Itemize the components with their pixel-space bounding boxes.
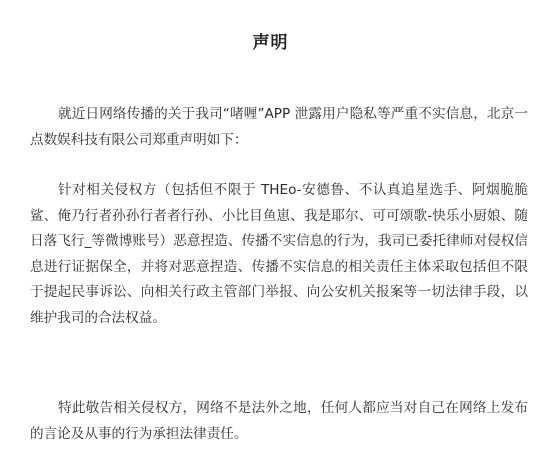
- paragraph-intro: 就近日网络传播的关于我司“啫喱”APP 泄露用户隐私等严重不实信息，北京一点数娱科技有限公司郑重声明如下：: [30, 106, 528, 148]
- document-title: 声明: [252, 33, 289, 53]
- paragraph-warning: 特此敬告相关侵权方，网络不是法外之地，任何人都应当对自己在网络上发布的言论及从事的行为承担法律责任。: [30, 400, 528, 442]
- paragraph-infringers: 针对相关侵权方（包括但不限于 THEo-安德鲁、不认真追星选手、阿烟脆脆鲨、俺乃行者孙孙行者者行孙、小比目鱼崽、我是耶尔、可可颂歌-快乐小厨娘、随日落飞行_等微博账号）恶意捏造、传播不实信息的行为，我司已委托律师对侵权信息进行证据保全，并将对恶意捏造、传播不实信息的相关责任主体采取包括但不限于提起民事诉讼、向相关行政主管部门举报、向公安机关报案等一切法律手段，以维护我司的合法权益。: [30, 182, 528, 326]
